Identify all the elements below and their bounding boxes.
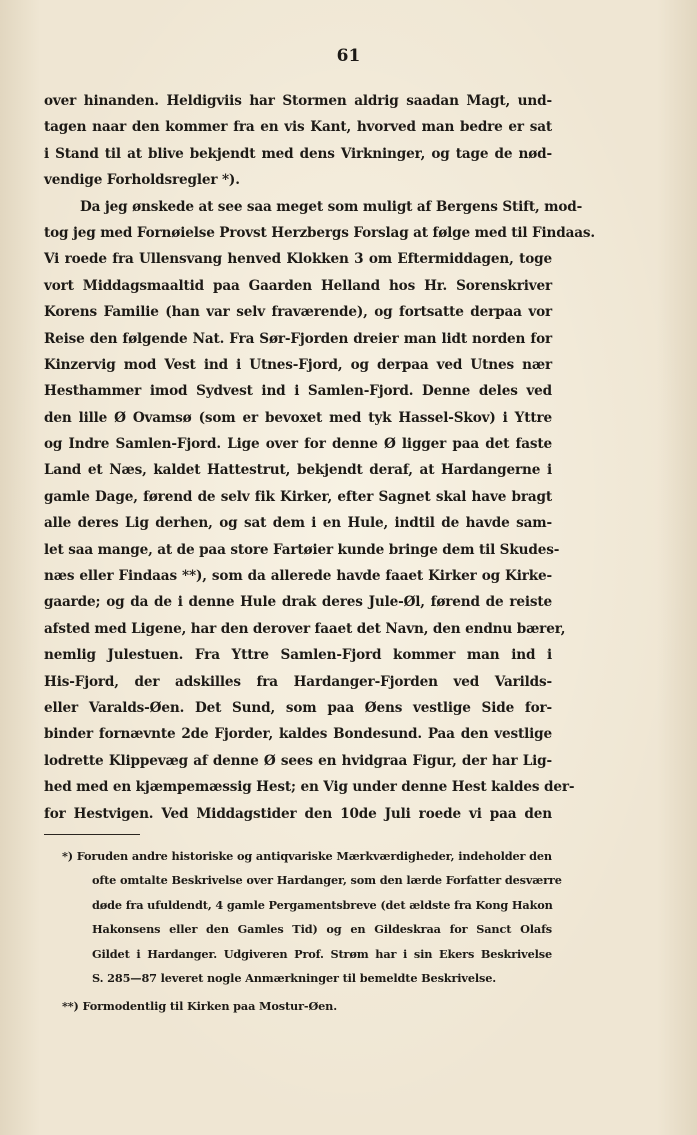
footnote-line: døde fra ufuldendt, 4 gamle Pergamentsbreve (det ældste fra Kong Hakon xyxy=(92,897,553,912)
text-line: Reise den følgende Nat. Fra Sør-Fjorden dreier man lidt norden for xyxy=(44,330,552,347)
text-line: binder fornævnte 2de Fjorder, kaldes Bondesund. Paa den vestlige xyxy=(44,726,552,743)
footnote-divider xyxy=(44,834,140,835)
text-line: i Stand til at blive bekjendt med dens Virkninger, og tage de nød- xyxy=(44,145,552,162)
footnote-line: Hakonsens eller den Gamles Tid) og en Gildeskraa for Sanct Olafs xyxy=(92,922,552,937)
footnote-line: ofte omtalte Beskrivelse over Hardanger, som den lærde Forfatter desværre xyxy=(92,873,562,888)
footnote-line: Gildet i Hardanger. Udgiveren Prof. Strøm har i sin Ekers Beskrivelse xyxy=(92,946,552,961)
text-line: tagen naar den kommer fra en vis Kant, hvorved man bedre er sat xyxy=(44,119,552,136)
text-line: næs eller Findaas **), som da allerede havde faaet Kirker og Kirke- xyxy=(44,568,552,585)
text-line: Korens Familie (han var selv fraværende), og fortsatte derpaa vor xyxy=(44,304,552,321)
text-line: gaarde; og da de i denne Hule drak deres Jule-Øl, førend de reiste xyxy=(44,594,552,611)
text-line: for Hestvigen. Ved Middagstider den 10de Juli roede vi paa den xyxy=(44,805,552,822)
text-line: hed med en kjæmpemæssig Hest; en Vig under denne Hest kaldes der- xyxy=(44,779,575,796)
text-line: alle deres Lig derhen, og sat dem i en Hule, indtil de havde sam- xyxy=(44,515,552,532)
text-line: nemlig Julestuen. Fra Yttre Samlen-Fjord kommer man ind i xyxy=(44,647,552,664)
footnotes xyxy=(62,844,562,1019)
text-line: afsted med Ligene, har den derover faaet det Navn, den endnu bærer, xyxy=(44,620,566,637)
text-line: let saa mange, at de paa store Fartøier kunde bringe dem til Skudes- xyxy=(44,541,560,558)
text-line: Da jeg ønskede at see saa meget som muligt af Bergens Stift, mod- xyxy=(80,198,583,215)
footnote-line: **) Formodentlig til Kirken paa Mostur-Øen. xyxy=(62,999,338,1014)
text-line: His-Fjord, der adskilles fra Hardanger-Fjorden ved Varilds- xyxy=(44,673,552,690)
text-line: og Indre Samlen-Fjord. Lige over for denne Ø ligger paa det faste xyxy=(44,436,552,453)
text-line: den lille Ø Ovamsø (som er bevoxet med tyk Hassel-Skov) i Yttre xyxy=(44,409,552,426)
text-line: Kinzervig mod Vest ind i Utnes-Fjord, og derpaa ved Utnes nær xyxy=(44,356,552,373)
footnote-1 xyxy=(62,844,562,990)
footnote-line: *) Foruden andre historiske og antiqvariske Mærkværdigheder, indeholder den xyxy=(62,849,552,863)
text-line: gamle Dage, førend de selv fik Kirker, efter Sagnet skal have bragt xyxy=(44,488,552,505)
text-line: tog jeg med Fornøielse Provst Herzbergs Forslag at følge med til Findaas. xyxy=(44,224,595,241)
footnote-2 xyxy=(62,994,552,1018)
body-text xyxy=(44,88,595,827)
text-line: Vi roede fra Ullensvang henved Klokken 3 om Eftermiddagen, toge xyxy=(44,251,552,268)
text-line: vort Middagsmaaltid paa Gaarden Helland hos Hr. Sorenskriver xyxy=(44,277,552,294)
text-line: vendige Forholdsregler *). xyxy=(44,172,240,189)
footnote-line: S. 285—87 leveret nogle Anmærkninger til bemeldte Beskrivelse. xyxy=(92,970,497,985)
text-line: over hinanden. Heldigviis har Stormen aldrig saadan Magt, und- xyxy=(44,93,552,109)
text-line: lodrette Klippevæg af denne Ø sees en hvidgraa Figur, der har Lig- xyxy=(44,752,552,769)
page-number: 61 xyxy=(336,46,361,66)
text-line: Hesthammer imod Sydvest ind i Samlen-Fjord. Denne deles ved xyxy=(44,383,552,400)
text-line: eller Varalds-Øen. Det Sund, som paa Øens vestlige Side for- xyxy=(44,699,552,716)
text-line: Land et Næs, kaldet Hattestrut, bekjendt deraf, at Hardangerne i xyxy=(44,462,552,479)
